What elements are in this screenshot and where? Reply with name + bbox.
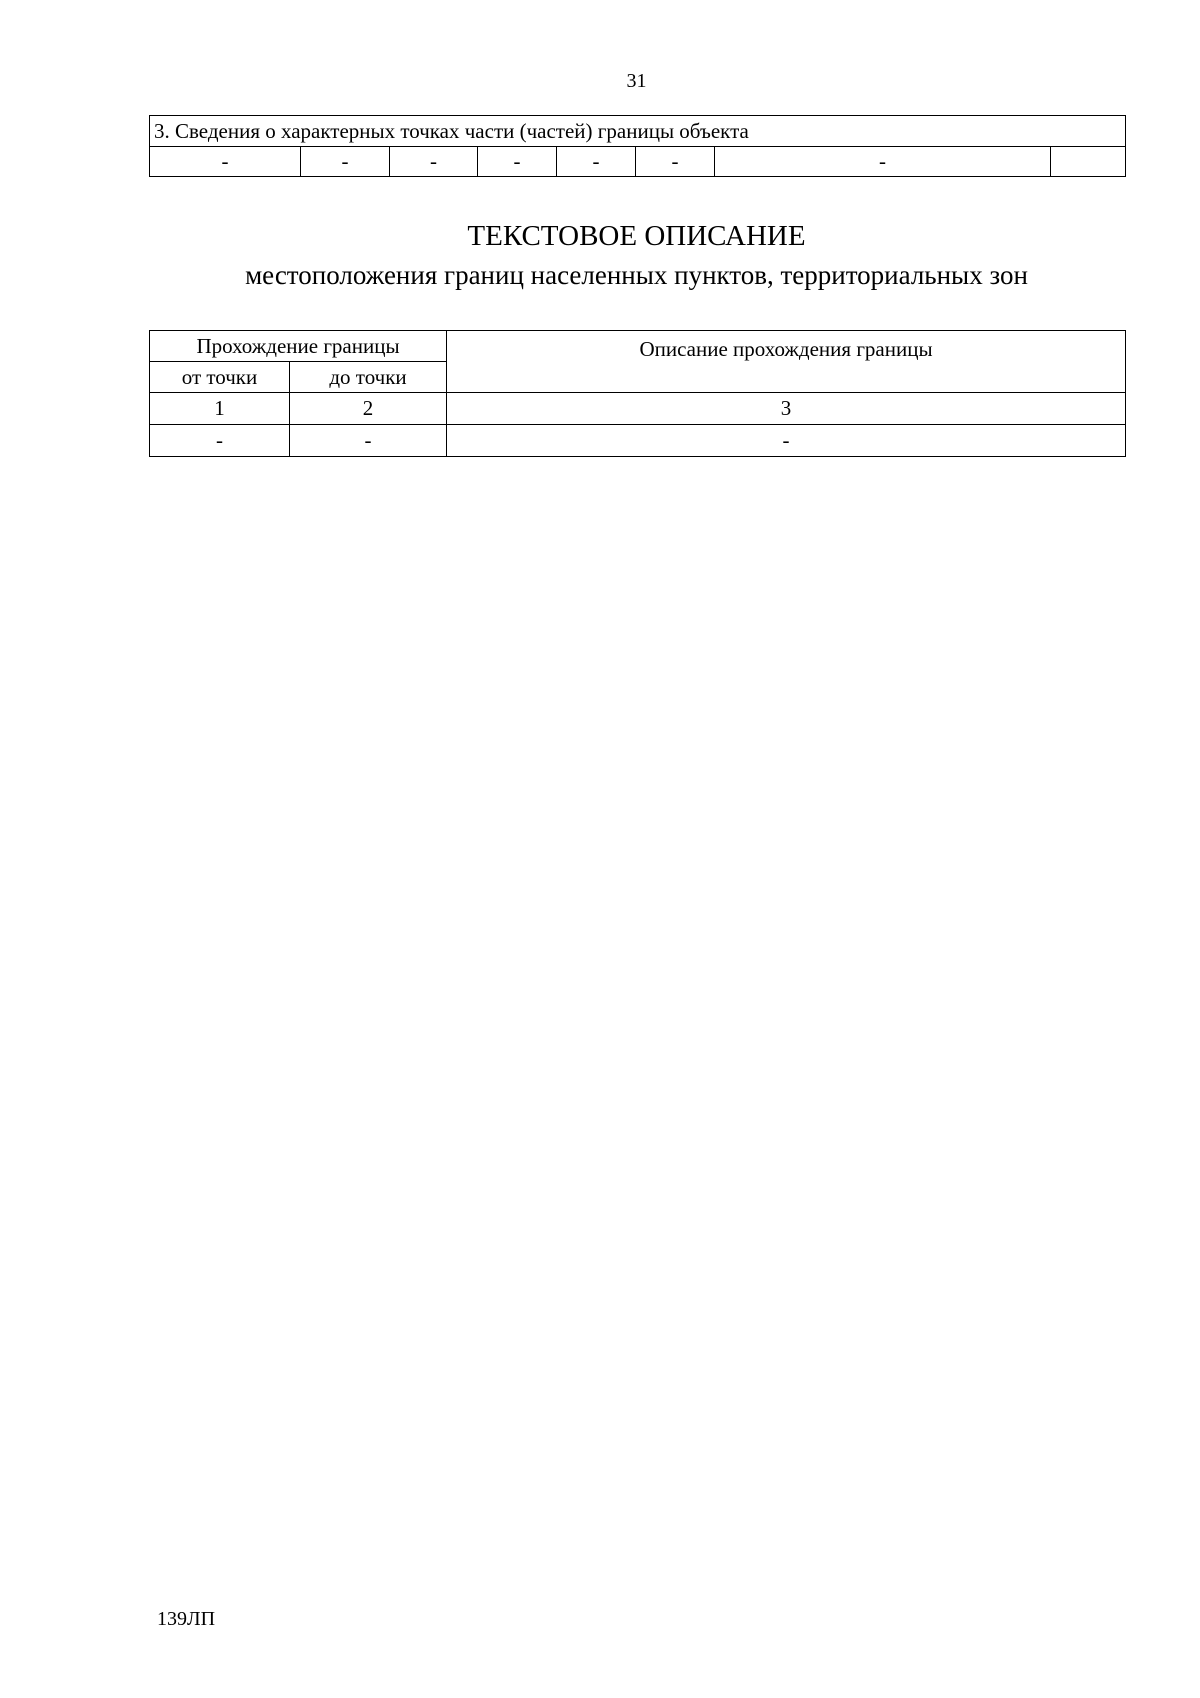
table-cell — [1051, 147, 1126, 177]
description-cell: - — [447, 425, 1126, 457]
document-heading: ТЕКСТОВОЕ ОПИСАНИЕ — [467, 220, 806, 252]
column-number: 1 — [150, 393, 290, 425]
from-point-header: от точки — [150, 362, 290, 393]
document-subheading: местоположения границ населенных пунктов, территориальных зон — [245, 260, 1028, 290]
table-cell: - — [557, 147, 636, 177]
table-cell: - — [301, 147, 390, 177]
table-cell: - — [150, 147, 301, 177]
boundary-description-table — [149, 330, 1126, 457]
page-number: 31 — [626, 70, 647, 92]
table-cell: - — [636, 147, 715, 177]
to-point-header: до точки — [290, 362, 447, 393]
table-cell: - — [715, 147, 1051, 177]
section-title: 3. Сведения о характерных точках части (частей) границы объекта — [150, 116, 1126, 147]
table-cell: - — [478, 147, 557, 177]
boundary-points-table — [149, 115, 1126, 177]
column-number: 2 — [290, 393, 447, 425]
group-header: Прохождение границы — [150, 331, 447, 362]
description-header: Описание прохождения границы — [447, 331, 1126, 393]
footer-code: 139ЛП — [157, 1608, 216, 1630]
column-number: 3 — [447, 393, 1126, 425]
to-point-cell: - — [290, 425, 447, 457]
table-row — [150, 425, 1126, 457]
table-cell: - — [390, 147, 478, 177]
from-point-cell: - — [150, 425, 290, 457]
